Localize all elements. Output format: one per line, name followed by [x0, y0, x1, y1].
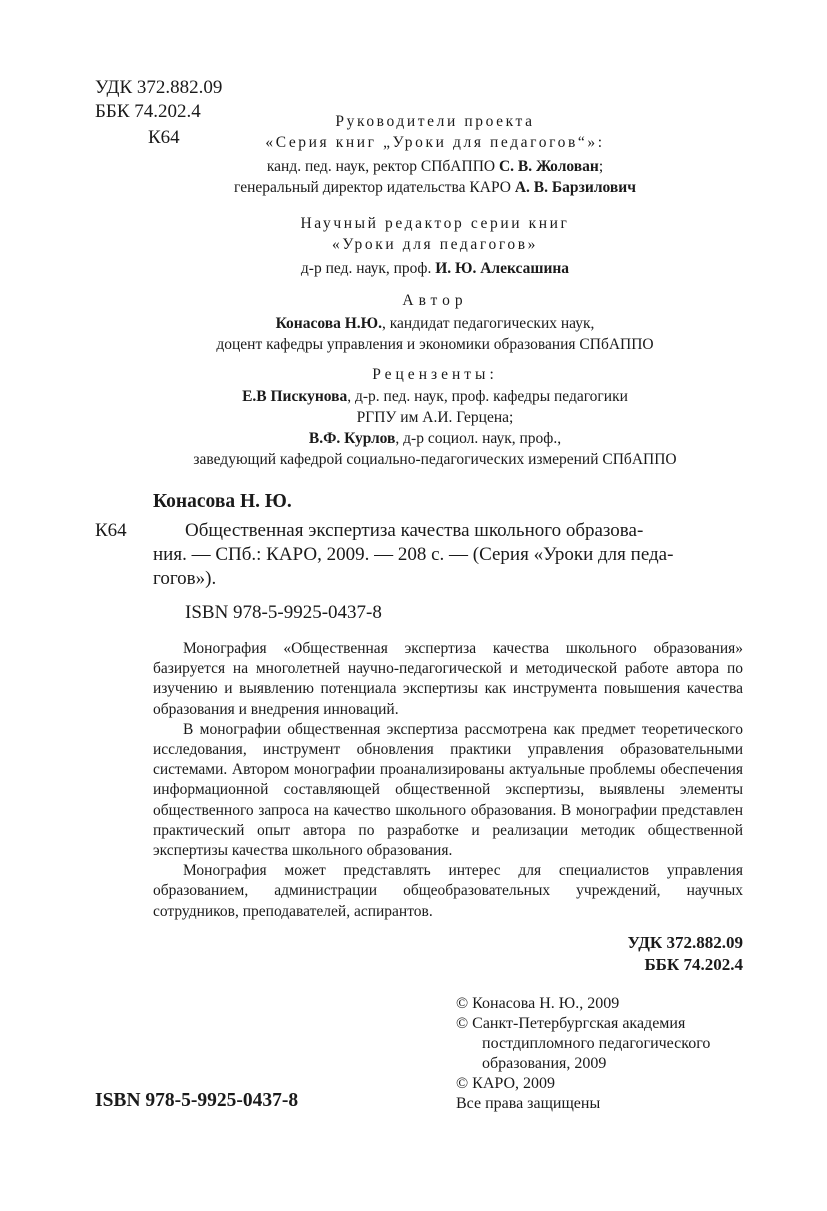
udk-code: УДК 372.882.09 [95, 77, 223, 98]
editor-line [130, 258, 740, 279]
rights-reserved: Все права защищены [456, 1095, 601, 1112]
reviewer-1-name: Е.В Пискунова [242, 388, 348, 405]
author-desc1: , кандидат педагогических наук, [381, 315, 595, 332]
author-line1 [130, 313, 740, 334]
author-mark: К64 [148, 127, 180, 148]
footer-udk: УДК 372.882.09 [627, 933, 743, 952]
leader-2-role: генеральный директор идательства КАРО [234, 179, 515, 196]
leader-1-role: канд. пед. наук, ректор СПбАППО [266, 158, 499, 175]
editor-heading-line2: «Уроки для педагогов» [331, 236, 539, 253]
reviewer-1-desc: , д-р. пед. наук, проф. кафедры педагогики [347, 388, 628, 405]
reviewer-2-desc: , д-р социол. наук, проф., [395, 430, 562, 447]
project-leaders [130, 111, 740, 198]
editor-heading-line1: Научный редактор серии книг [300, 215, 570, 232]
editor-name: И. Ю. Алексашина [435, 260, 570, 277]
footer-isbn: ISBN 978-5-9925-0437-8 [95, 1090, 299, 1111]
leader-2-name: А. В. Барзилович [514, 179, 636, 196]
reviewers-heading: Рецензенты: [372, 366, 498, 383]
annotation-paragraph-3: Монография может представлять интерес для специалистов управления образованием, администрации общеобразовательных учреждений, научных сотрудников, преподавателей, аспирантов. [153, 862, 743, 920]
annotation-paragraph-2: В монографии общественная экспертиза рассмотрена как предмет теоретического исследования, инструмент обновления практики управления образовательными системами. Автором монографии проанализированы актуальные проблемы обеспечения информационной составляющей общественной экспертизы, выявлены элементы общественного запроса на качество школьного образования. В монографии представлен практический опыт автора по разработке и реализации методик общественной экспертизы качества школьного образования. [153, 720, 743, 860]
annotation [153, 639, 743, 922]
leader-1-name: С. В. Жолован [498, 158, 599, 175]
copyright-block [456, 994, 710, 1114]
bib-line3: гогов»). [153, 568, 217, 589]
copyright-academy-line2: постдипломного педагогического [482, 1035, 711, 1052]
author-section [130, 290, 740, 355]
bib-author-heading: Конасова Н. Ю. [153, 491, 292, 512]
leaders-heading-line1: Руководители проекта [335, 113, 535, 130]
author-name: Конасова Н.Ю. [275, 315, 382, 332]
leader-1-end: ; [598, 158, 604, 175]
footer-codes [627, 932, 743, 976]
reviewer-2-affiliation: заведующий кафедрой социально-педагогических измерений СПбАППО [193, 451, 677, 468]
leader-2 [130, 177, 740, 198]
copyright-academy-line1: © Санкт-Петербургская академия [456, 1015, 686, 1032]
bib-line2: ния. — СПб.: КАРО, 2009. — 208 с. — (Серия «Уроки для педа- [153, 544, 674, 565]
copyright-publisher: © КАРО, 2009 [456, 1075, 556, 1092]
author-line2: доцент кафедры управления и экономики образования СПбАППО [216, 336, 654, 353]
reviewer-2 [130, 428, 740, 449]
leader-1 [130, 156, 740, 177]
reviewer-1 [130, 386, 740, 407]
bib-description [153, 519, 743, 591]
bib-line1: Общественная экспертиза качества школьного образова- [185, 520, 644, 541]
series-editor [130, 213, 740, 279]
leaders-heading-line2: «Серия книг „Уроки для педагогов“»: [265, 134, 605, 151]
bbk-code: ББК 74.202.4 [95, 101, 201, 122]
copyright-academy-line3: образования, 2009 [482, 1055, 607, 1072]
copyright-author: © Конасова Н. Ю., 2009 [456, 995, 620, 1012]
bib-mark: К64 [95, 520, 127, 541]
reviewers-section [130, 364, 740, 470]
bib-isbn: ISBN 978-5-9925-0437-8 [185, 602, 382, 623]
annotation-paragraph-1: Монография «Общественная экспертиза качества школьного образования» базируется на многолетней научно-педагогической и методической работе автора по изучению и выявлению потенциала экспертизы как инструмента повышения качества образования и внедрения инноваций. [153, 640, 743, 718]
author-heading: Автор [402, 292, 468, 309]
reviewer-1-affiliation: РГПУ им А.И. Герцена; [356, 409, 514, 426]
editor-role: д-р пед. наук, проф. [300, 260, 436, 277]
footer-bbk: ББК 74.202.4 [644, 955, 743, 974]
reviewer-2-name: В.Ф. Курлов [308, 430, 396, 447]
